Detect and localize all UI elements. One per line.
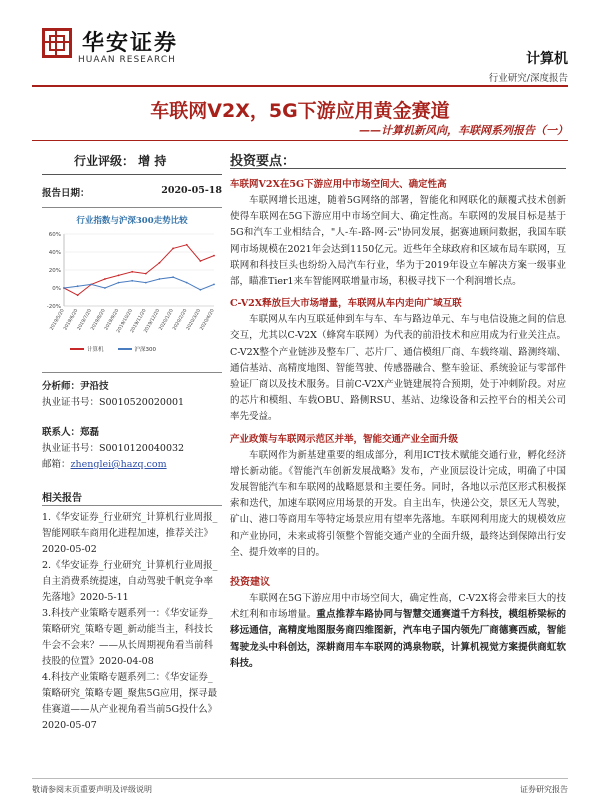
- x-tick-label: 2019/9/20: [104, 308, 121, 332]
- page-footer: [0, 778, 600, 800]
- x-tick-label: 2020/2/20: [172, 308, 189, 332]
- data-point: [159, 262, 161, 264]
- logo-subtext: HUAAN RESEARCH: [78, 55, 176, 65]
- section-heading: 车联网V2X在5G下游应用中市场空间大、确定性高: [230, 179, 447, 190]
- x-tick-label: 2019/11/20: [129, 308, 148, 334]
- industry-rating: 行业评级： 增 持: [74, 154, 167, 168]
- data-point: [213, 255, 215, 257]
- contact-line: [42, 425, 222, 441]
- data-point: [77, 285, 79, 287]
- legend-item-computer: [70, 345, 104, 353]
- x-tick-label: 2019/7/20: [76, 308, 94, 332]
- y-tick-label: 60%: [48, 232, 61, 238]
- recommendation-heading: 投资建议: [230, 577, 270, 589]
- related-report-item: 4.科技产业策略专题系列二：《华安证券_策略研究_策略专题_聚焦5G应用，探寻最佳赛道——从产业视角看当前5G投什么》2020-05-07: [42, 672, 218, 731]
- data-point: [90, 284, 92, 286]
- contact-label: 联系人：: [42, 427, 81, 438]
- section-body: 车联网增长迅速，随着5G网络的部署，智能化和网联化的颠覆式技术创新使得车联网在5G下游应用中市场空间大、确定性高。车联网的发展目标是基于5G和汽车工业相结合，"人-车-路-网-云"协同发展，据赛迪顾问数据，我国车联网市场规模在2021年会达到1150亿元。近些年全球政府和区域布局车联网，互联网和科技巨头也纷纷入局汽车行业，华为于2019年设立车解决方案一级事业部，瞄准Tier1来车智能网联增量市场，积极寻找下一个利润增长点。: [230, 195, 566, 288]
- sector-label: 计算机: [526, 51, 568, 67]
- email-link[interactable]: zhenglei@hazq.com: [70, 459, 167, 470]
- data-point: [118, 282, 120, 284]
- data-point: [131, 271, 133, 273]
- x-tick-label: 2020/1/20: [158, 308, 175, 332]
- chart-title: 行业指数与沪深300走势比较: [76, 216, 188, 226]
- key-points-heading: 投资要点：: [230, 154, 296, 169]
- data-point: [172, 276, 174, 278]
- footer-disclaimer: 敬请参阅末页重要声明及评级说明: [32, 785, 152, 794]
- data-point: [186, 282, 188, 284]
- data-point: [186, 244, 188, 246]
- data-point: [159, 278, 161, 280]
- recommendation-text: 车联网在5G下游应用中市场空间大，确定性高，C-V2X将会带来巨大的技术红利和市场增量。: [230, 593, 566, 621]
- y-tick-label: 20%: [48, 268, 61, 274]
- recommendation-body: [230, 591, 566, 672]
- section-heading: C-V2X释放巨大市场增量，车联网从车内走向广域互联: [230, 298, 462, 310]
- data-point: [77, 294, 79, 296]
- y-tick-label: -20%: [46, 304, 61, 310]
- data-point: [145, 282, 147, 284]
- x-tick-label: 2019/8/20: [90, 308, 107, 332]
- x-tick-label: 2019/5/20: [49, 308, 66, 332]
- y-tick-label: 40%: [48, 250, 61, 256]
- report-date-value: 2020-05-18: [161, 185, 222, 196]
- x-tick-label: 2020/4/20: [199, 308, 216, 332]
- legend-label: 沪深300: [134, 347, 157, 353]
- data-point: [63, 287, 65, 289]
- report-subtitle: ——计算机新风向，车联网系列报告（一）: [359, 124, 568, 137]
- logo-seal-icon: [42, 28, 72, 58]
- analyst-name: 尹沿技: [80, 381, 109, 392]
- related-reports-heading: 相关报告: [42, 493, 82, 504]
- section-body: 车联网从车内互联延伸到车与车、车与路边单元、车与电信设施之间的信息交互，尤其以C-V2X（蜂窝车联网）为代表的前沿技术和应用成为行业关注点。C-V2X整个产业链涉及整车厂、芯片厂、通信模组厂商、车载终端、路测终端、通信基站、高精度地图、智能驾驶、传感器融合、整车验证、系统验证与零部件验证厂商以及技术服务。目前C-V2X产业链建展符合预期，处于冲刺阶段。对应的芯片和模组、车载OBU、路侧RSU、基站、边缘设备和云控平台的相关公司率先受益。: [230, 314, 566, 423]
- contact-name: 郑磊: [80, 427, 100, 438]
- legend-swatch-blue: [118, 348, 132, 350]
- x-tick-label: 2020/3/20: [185, 308, 203, 332]
- x-tick-label: 2019/10/20: [116, 308, 134, 334]
- data-point: [145, 273, 147, 275]
- sidebar: [42, 146, 222, 734]
- related-report-item: 3.科技产业策略专题系列一：《华安证券_策略研究_策略专题_新动能当主，科技长牛会不会来？——从长周期视角看当前科技股的位置》2020-04-08: [42, 608, 214, 667]
- index-chart: [42, 228, 222, 368]
- chart-divider: [42, 372, 222, 373]
- main-content: [230, 146, 566, 672]
- footer-label: 证券研究报告: [520, 785, 568, 794]
- legend-label: 计算机: [87, 347, 104, 353]
- email-line: [42, 457, 222, 473]
- recommendation-picks: 重点推荐车路协同与智慧交通赛道千方科技，模组桥梁标的移远通信，高精度地图服务商四维图新，汽车电子国内领先厂商德赛西威，智能驾驶龙头中科创达，深耕商用车车联网的鸿泉物联，计算机视觉方案提供商虹软科技。: [230, 609, 566, 669]
- email-label: 邮箱：: [42, 459, 71, 470]
- related-report-item: 2.《华安证券_行业研究_计算机行业周报_自主消费系统提速，自动驾驶千帆竞争率先落地》2020-5-11: [42, 560, 218, 603]
- chart-legend: [70, 345, 156, 353]
- data-point: [104, 278, 106, 280]
- logo-text: 华安证券: [82, 30, 179, 56]
- data-point: [172, 248, 174, 250]
- doc-type-label: 行业研究/深度报告: [488, 73, 568, 84]
- data-point: [199, 260, 201, 262]
- analyst-label: 分析师：: [42, 381, 81, 392]
- data-point: [213, 284, 215, 286]
- page-header: [0, 0, 600, 92]
- title-divider: [32, 140, 568, 141]
- legend-item-hs300: [118, 345, 157, 353]
- report-date-label: 报告日期：: [42, 188, 90, 199]
- data-point: [131, 280, 133, 282]
- x-tick-label: 2019/12/20: [143, 308, 162, 334]
- header-divider: [32, 85, 568, 87]
- related-report-item: 1.《华安证券_行业研究_计算机行业周报_智能网联车商用化进程加速，推荐关注》2020-05-02: [42, 512, 218, 555]
- related-divider: [42, 505, 222, 506]
- section-heading: 产业政策与车联网示范区并举，智能交通产业全面升级: [230, 433, 459, 445]
- report-title: 车联网V2X，5G下游应用黄金赛道: [150, 100, 450, 122]
- section-body: 车联网作为新基建重要的组成部分，利用ICT技术赋能交通行业，孵化经济增长新动能。《智能汽车创新发展战略》发布，产业顶层设计完成，明确了中国发展智能汽车和车联网的战略愿景和主要任务。同时，各地以示范区形式积极探索和迭代，加速车联网应用场景的开发。自主出车，快递公交，景区无人驾驶，矿山、港口等商用车等特定场景应用有望率先落地。车联网利用庞大的规模效应和产业协同，未来或将引领整个智能交通产业的全面升级，最终达到保障出行安全、提升效率的目的。: [230, 449, 566, 558]
- contact-cert: 执业证书号：S0010120040032: [42, 443, 185, 454]
- x-tick-label: 2019/6/20: [63, 308, 80, 332]
- legend-swatch-red: [70, 348, 84, 350]
- data-point: [104, 287, 106, 289]
- y-tick-label: 0%: [52, 286, 61, 292]
- data-point: [199, 289, 201, 291]
- report-date-row: [42, 185, 222, 203]
- rating-divider: [42, 174, 222, 175]
- data-point: [118, 275, 120, 277]
- footer-divider: [32, 778, 568, 779]
- analyst-line: [42, 379, 222, 395]
- analyst-cert: 执业证书号：S0010520020001: [42, 397, 185, 408]
- date-divider: [42, 207, 222, 208]
